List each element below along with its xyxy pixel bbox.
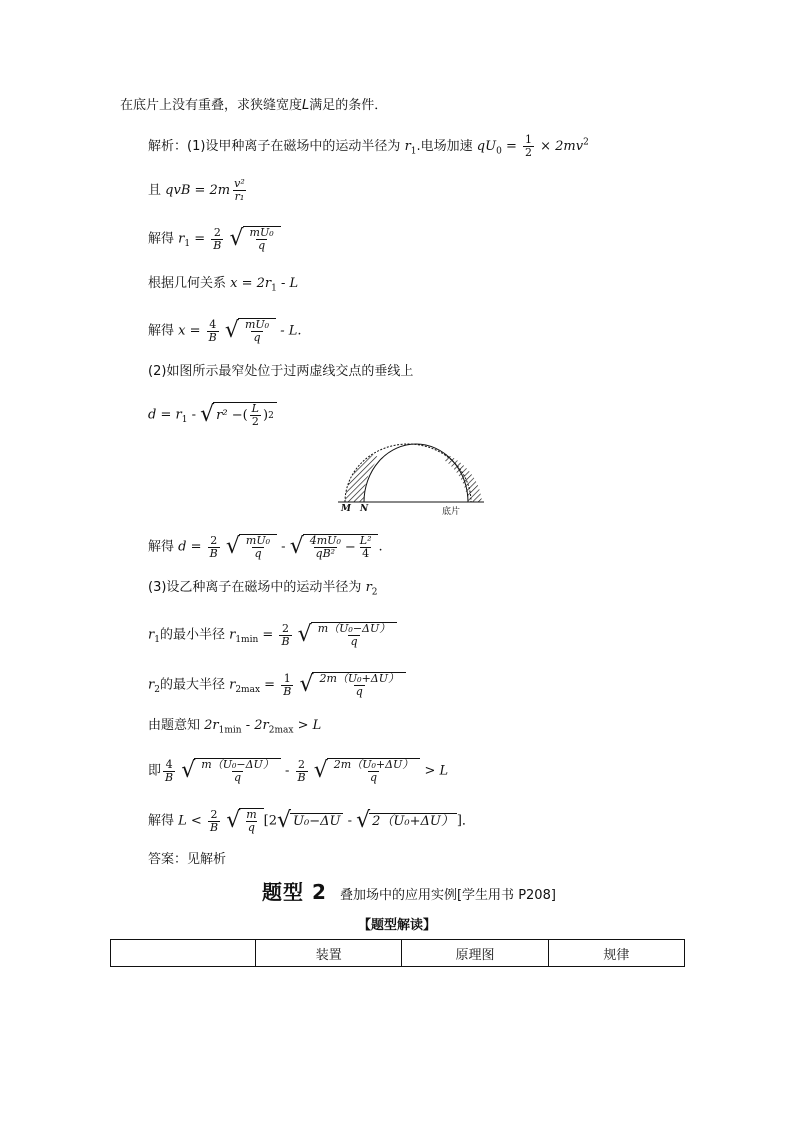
geometry-eq: x = 2r xyxy=(230,276,272,291)
interpretation-table xyxy=(110,939,685,967)
part2-text: (2)如图所示最窄处位于过两虚线交点的垂线上 xyxy=(148,364,414,379)
semicircle-diagram xyxy=(336,440,486,516)
table-header-diagram: 原理图 xyxy=(402,940,548,967)
right-hatch xyxy=(444,454,482,502)
subheading: 【题型解读】 xyxy=(357,918,436,933)
equation-condition: 由题意知 $2r_{1min} - 2r_{2max} > L$ xyxy=(148,718,322,736)
solve-label-1: 解得 xyxy=(148,231,175,247)
section-subtitle: 叠加场中的应用实例[学生用书 P208] xyxy=(339,888,556,903)
part3-label: (3)设乙种离子在磁场中的运动半径为 xyxy=(148,580,362,595)
solve-label-2: 解得 xyxy=(148,323,175,339)
part3-text: (3)设乙种离子在磁场中的运动半径为 $r_2$ xyxy=(148,580,378,598)
label-n: N xyxy=(360,504,369,514)
solve-label-3: 解得 xyxy=(148,539,175,555)
fraction-half: $\frac{1}{2}$ xyxy=(524,133,532,159)
and-label: 且 xyxy=(148,183,162,198)
section-heading xyxy=(262,876,556,905)
answer-text: 答案：见解析 xyxy=(148,852,227,867)
equation-qvb: 且 qvB = 2m $\frac{\text{v²}}{\text{r₁}}$ xyxy=(148,177,245,203)
equation-geometry: 根据几何关系 $x = 2r_1 - L$ xyxy=(148,276,299,294)
intro-main: 在底片上没有重叠，求狭缝宽度 xyxy=(120,98,303,113)
table-header-device: 装置 xyxy=(256,940,402,967)
solve-label-4: 解得 xyxy=(148,813,175,829)
equation-final: 解得 L < $\frac{2}{B}$ √ m q [2 √ U₀−ΔU - √ 2（U₀+ΔU） ]． xyxy=(148,807,475,834)
section-title: 题型 2 xyxy=(262,880,327,904)
namely-label: 即 xyxy=(148,763,162,779)
var-r1: r xyxy=(404,139,411,154)
geometry-tail: - L xyxy=(276,276,299,291)
min-radius-label: 的最小半径 xyxy=(159,627,225,643)
equation-x: 解得 x = $\frac{4}{B}$ √ mU₀ q - L. xyxy=(148,317,302,344)
equation-r2max: $r_2$的最大半径 $r_{2max}$ = $\frac{1}{B}$ √ 2m（U₀+ΔU） q xyxy=(148,672,406,698)
table-header-row xyxy=(111,940,685,967)
inner-arc xyxy=(364,444,468,502)
intro-var: L xyxy=(302,98,310,113)
geometry-label: 根据几何关系 xyxy=(148,276,227,291)
condition-eq: 2r xyxy=(204,718,219,733)
table-header-rule: 规律 xyxy=(548,940,684,967)
solution-label-1: 解析：(1)设甲种离子在磁场中的运动半径为 xyxy=(148,139,401,154)
equation-expanded: 即 $\frac{4}{B}$ √ m（U₀−ΔU） q - $\frac{2}{B}$ √ 2m（U₀+ΔU） q > L xyxy=(148,757,449,784)
table-header-empty xyxy=(111,940,256,967)
accel-label: .电场加速 xyxy=(416,139,473,154)
part3-var: r xyxy=(365,580,372,595)
max-radius-label: 的最大半径 xyxy=(159,677,225,693)
d-lhs: d = r xyxy=(148,407,182,423)
eq-qu0: qU xyxy=(476,139,497,154)
condition-label: 由题意知 xyxy=(148,718,201,733)
label-film: 底片 xyxy=(442,507,461,517)
diagram-svg xyxy=(336,440,486,516)
intro-text xyxy=(120,98,387,114)
equation-d-solved: 解得 d = $\frac{2}{B}$ √ mU₀ q - √ 4mU₀ qB² − L² 4 . xyxy=(148,533,383,560)
equation-r1min: $r_1$的最小半径 $r_{1min}$ = $\frac{2}{B}$ √ m（U₀−ΔU） q xyxy=(148,622,397,648)
equation-r1: 解得 $r_1$ = $\frac{2}{B}$ √ mU₀ q xyxy=(148,226,281,252)
label-m: M xyxy=(341,504,351,514)
solution-line-1: 解析：(1)设甲种离子在磁场中的运动半径为 $r_1$.电场加速 $qU_0$ = $\frac{1}{2}$ × $2mv^2$ xyxy=(148,133,589,159)
x-tail: - L. xyxy=(280,323,302,339)
equation-d: $d = r_1$ - √ r² − ( $\frac{L}{2}$ ) 2 xyxy=(148,402,277,428)
intro-tail: 满足的条件． xyxy=(309,98,388,113)
eq-mv2: × 2mv xyxy=(540,139,584,154)
